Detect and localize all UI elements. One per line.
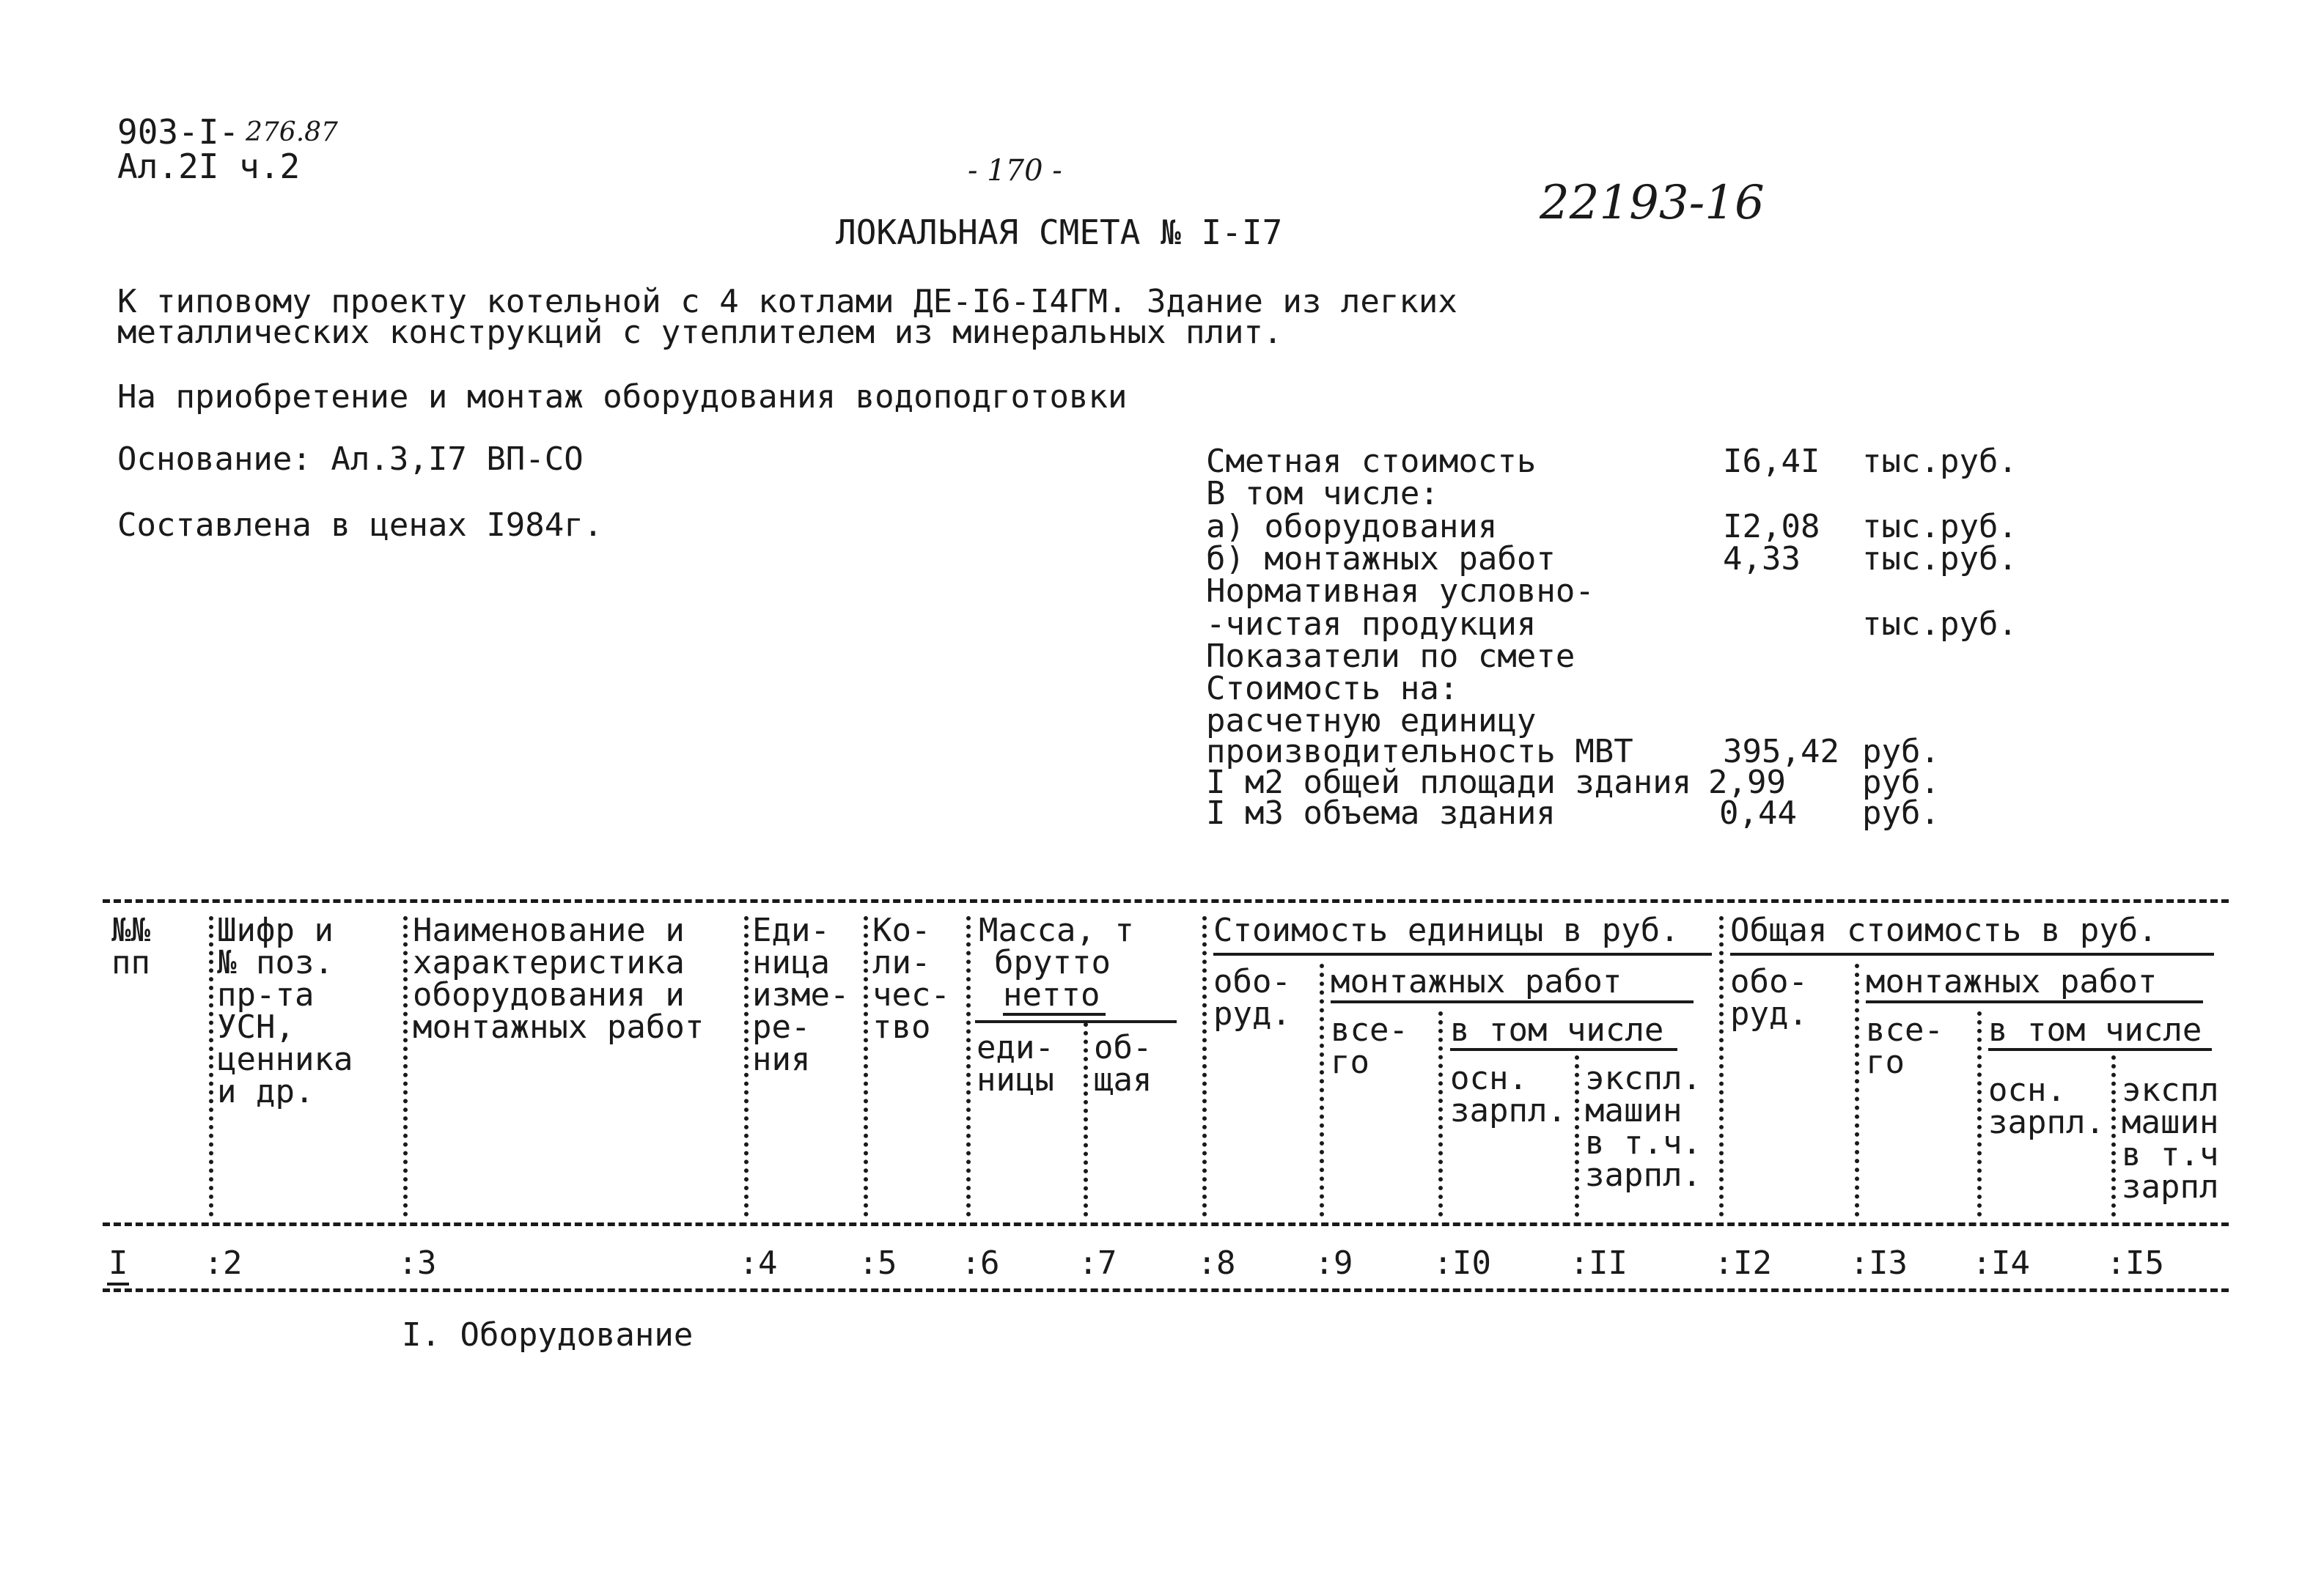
header-bottom-rule	[103, 1222, 2229, 1226]
column-separator	[1084, 1022, 1088, 1217]
column-number: I2	[1733, 1244, 1772, 1282]
header-name: Наименование и характеристика оборудования и монтажных работ	[413, 912, 705, 1046]
header-unit: Еди- ница изме- ре- ния	[752, 912, 850, 1078]
header-quantity: Ко- ли- чес- тво	[872, 912, 950, 1046]
header-unit-equipment: обо- руд.	[1213, 963, 1291, 1033]
column-number: 5	[878, 1244, 897, 1282]
header-unit-cost-group: Стоимость единицы в руб.	[1213, 912, 1680, 949]
header-underline	[1213, 953, 1712, 956]
summary-label: Показатели по смете	[1206, 638, 1575, 675]
summary-unit: руб.	[1862, 733, 1940, 770]
header-underline	[1866, 1000, 2203, 1003]
header-total-base-salary: осн. зарпл.	[1988, 1072, 2105, 1141]
table-top-rule	[103, 899, 2229, 903]
header-underline	[1450, 1048, 1677, 1051]
header-total-including-group: в том числе	[1988, 1011, 2202, 1049]
header-unit-montage-total: все- го	[1331, 1011, 1408, 1081]
summary-label: В том числе:	[1206, 475, 1439, 512]
column-number-underline	[107, 1283, 129, 1286]
column-number: I3	[1869, 1244, 1908, 1282]
header-row-number: №№ пп	[111, 912, 150, 981]
header-unit-machines: экспл. машин в т.ч. зарпл.	[1585, 1060, 1702, 1194]
column-separator	[1719, 916, 1724, 1217]
column-separator	[2111, 1055, 2116, 1217]
column-number: I	[109, 1244, 128, 1282]
column-number-separator: :	[204, 1244, 224, 1282]
column-separator	[744, 916, 749, 1217]
column-number: II	[1589, 1244, 1628, 1282]
column-separator	[1977, 1011, 1982, 1217]
header-underline	[975, 1020, 1177, 1023]
column-separator	[864, 916, 868, 1217]
column-number: I5	[2125, 1244, 2164, 1282]
column-number: I4	[1991, 1244, 2030, 1282]
column-number-separator: :	[2106, 1244, 2126, 1282]
column-number: 2	[223, 1244, 243, 1282]
column-number-separator: :	[1314, 1244, 1334, 1282]
header-mass-unit: еди- ницы	[977, 1029, 1054, 1099]
header-underline	[1730, 953, 2214, 956]
summary-label: Сметная стоимость	[1206, 443, 1537, 480]
basis-text: Основание: Ал.3,I7 ВП-СО	[117, 440, 584, 478]
summary-label: расчетную единицу	[1206, 702, 1537, 739]
purpose-text: На приобретение и монтаж оборудования водоподготовки	[117, 378, 1128, 416]
column-separator	[1438, 1011, 1443, 1217]
summary-label: I м2 общей площади здания	[1206, 764, 1692, 801]
header-total-montage-group: монтажных работ	[1866, 963, 2158, 1000]
summary-label: Стоимость на:	[1206, 670, 1459, 707]
column-number: 4	[758, 1244, 778, 1282]
description-line-2: металлических конструкций с утеплителем из минеральных плит.	[117, 314, 1283, 351]
column-number-separator: :	[1570, 1244, 1589, 1282]
column-number: I0	[1452, 1244, 1491, 1282]
header-mass-gross: брутто	[994, 944, 1111, 981]
header-code: Шифр и № поз. пр-та УСН, ценника и др.	[217, 912, 353, 1110]
page-title: ЛОКАЛЬНАЯ СМЕТА № I-I7	[836, 213, 1283, 252]
summary-label: а) оборудования	[1206, 508, 1498, 545]
summary-unit: тыс.руб.	[1862, 443, 2018, 480]
column-separator	[1320, 964, 1324, 1217]
header-total-cost-group: Общая стоимость в руб.	[1730, 912, 2158, 949]
summary-label: I м3 объема здания	[1206, 794, 1556, 832]
section-title: I. Оборудование	[402, 1316, 694, 1354]
column-number-separator: :	[1197, 1244, 1217, 1282]
summary-label: б) монтажных работ	[1206, 540, 1556, 578]
column-number-separator: :	[1078, 1244, 1098, 1282]
header-unit-montage-group: монтажных работ	[1331, 963, 1622, 1000]
doc-code: 903-I-	[117, 112, 240, 152]
header-underline	[1331, 1000, 1694, 1003]
summary-label: Нормативная условно-	[1206, 572, 1595, 610]
column-number-separator: :	[1850, 1244, 1869, 1282]
column-separator	[1202, 916, 1207, 1217]
column-number-bottom-rule	[103, 1288, 2229, 1292]
column-number-separator: :	[1972, 1244, 1992, 1282]
column-separator	[209, 916, 213, 1217]
summary-unit: руб.	[1862, 794, 1940, 832]
summary-label: производительность МВТ	[1206, 733, 1633, 770]
summary-value: I2,08	[1723, 508, 1820, 545]
header-total-equipment: обо- руд.	[1730, 963, 1808, 1033]
summary-unit: тыс.руб.	[1862, 540, 2018, 578]
summary-value: 395,42	[1723, 733, 1839, 770]
column-number: 6	[980, 1244, 1000, 1282]
prices-text: Составлена в ценах I984г.	[117, 506, 603, 544]
header-unit-base-salary: осн. зарпл.	[1450, 1060, 1567, 1129]
column-separator	[966, 916, 971, 1217]
column-number-separator: :	[739, 1244, 759, 1282]
column-separator	[403, 916, 408, 1217]
column-number: 9	[1334, 1244, 1353, 1282]
summary-value: 2,99	[1708, 764, 1786, 801]
album-reference: Ал.2I ч.2	[117, 147, 301, 186]
column-number-separator: :	[398, 1244, 418, 1282]
summary-unit: руб.	[1862, 764, 1940, 801]
doc-code-handwritten: 276.87	[246, 117, 338, 147]
column-separator	[1855, 964, 1859, 1217]
column-number: 7	[1097, 1244, 1117, 1282]
column-number: 8	[1216, 1244, 1236, 1282]
column-number-separator: :	[1433, 1244, 1453, 1282]
summary-label: -чистая продукция	[1206, 605, 1537, 643]
page-number: - 170 -	[968, 154, 1062, 188]
summary-value: 0,44	[1719, 794, 1797, 832]
header-unit-including-group: в том числе	[1450, 1011, 1664, 1049]
header-total-montage-total: все- го	[1866, 1011, 1944, 1081]
column-separator	[1575, 1055, 1579, 1217]
summary-value: 4,33	[1723, 540, 1801, 578]
header-underline	[1988, 1048, 2212, 1051]
summary-unit: тыс.руб.	[1862, 508, 2018, 545]
column-number-separator: :	[961, 1244, 981, 1282]
header-mass-group: Масса, т	[979, 912, 1134, 949]
header-underline	[1003, 1013, 1106, 1016]
header-mass-net: нетто	[1003, 976, 1100, 1014]
summary-unit: тыс.руб.	[1862, 605, 2018, 643]
header-mass-total: об- щая	[1094, 1029, 1152, 1099]
column-number-separator: :	[858, 1244, 878, 1282]
summary-value: I6,4I	[1723, 443, 1820, 480]
column-number: 3	[417, 1244, 437, 1282]
description-line-1: К типовому проекту котельной с 4 котлами ДЕ-I6-I4ГМ. Здание из легких	[117, 283, 1457, 320]
header-total-machines: экспл машин в т.ч зарпл	[2122, 1072, 2219, 1206]
registry-number: 22193-16	[1540, 176, 1765, 230]
column-number-separator: :	[1714, 1244, 1734, 1282]
